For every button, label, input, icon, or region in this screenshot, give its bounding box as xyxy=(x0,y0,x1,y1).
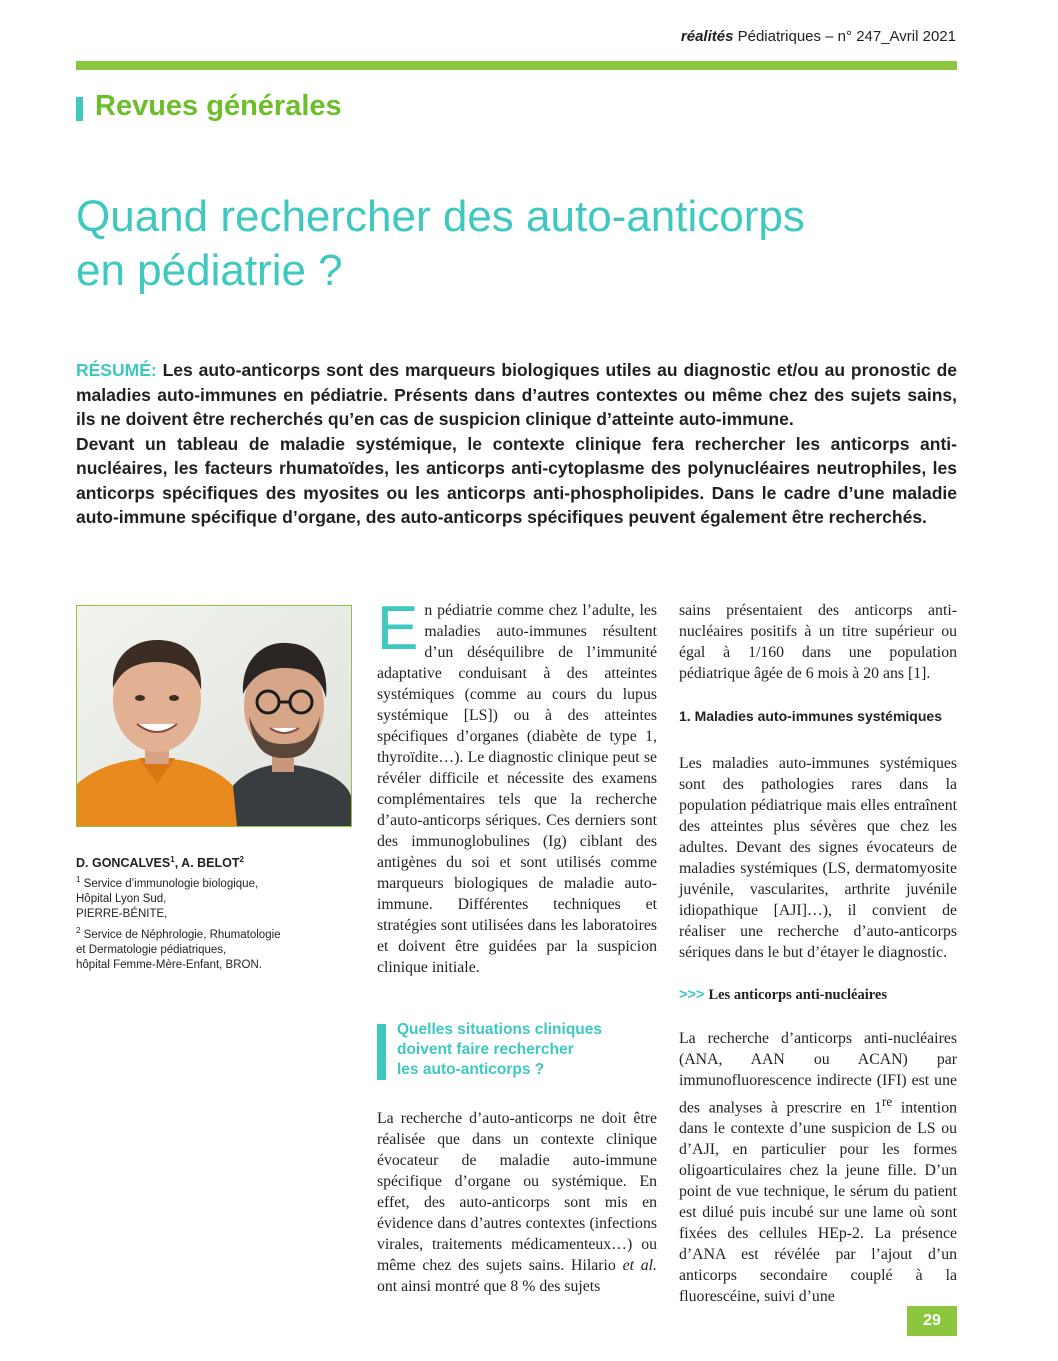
rubric-marker xyxy=(76,97,83,121)
authors-photo xyxy=(76,605,352,827)
section-heading-line-3: les auto-anticorps ? xyxy=(397,1061,545,1078)
subheading-ana xyxy=(679,985,957,1006)
abstract xyxy=(76,358,957,530)
section-heading-line-2: doivent faire rechercher xyxy=(397,1041,574,1058)
ana-text-b: intention dans le contexte d’une suspicion de LS ou d’AJI, en particulier pour les formes oligoarticulaires chez la jeune fille. D’un point de vue technique, le sérum du patient est dilué puis incubé sur une lame où sont fixées des cellules HEp-2. La présence d’ANA est révélée par l’ajout d’un anticorps secondaire couplé à la fluorescéine, suivi d’une xyxy=(679,1099,957,1306)
subheading-systemic: 1. Maladies auto-immunes systémiques xyxy=(679,708,942,724)
section-heading-text xyxy=(397,1020,657,1080)
author-separator: , xyxy=(174,856,182,871)
journal-brand: réalités xyxy=(680,28,734,45)
author-names xyxy=(76,852,351,872)
title-line-1: Quand rechercher des auto-anticorps xyxy=(76,192,805,241)
affiliation-1-line-3: PIERRE-BÉNITE, xyxy=(76,908,168,921)
drop-cap: E xyxy=(377,594,419,663)
body-column-1 xyxy=(377,594,657,1297)
section-paragraph xyxy=(377,1108,657,1297)
intro-text: n pédiatrie comme chez l’adulte, les maladies auto-immunes résultent d’un déséquilibre de l’immunité adaptative conduisant à des atteintes systémiques (comme au cours du lupus systémique [LS]) ou à des atteintes spécifiques d’organes (diabète de type 1, thyroïdite…). Le diagnostic clinique peut se révéler difficile et nécessite des examens complémentaires tels que la recherche d’auto-anticorps sériques. Ces derniers sont des immunoglobulines (Ig) ciblant des antigènes du soi et sont utilisés comme marqueurs biologiques de maladie auto-immune. Différentes techniques et stratégies sont utilisées dans les laboratoires et doivent être guidées par la suspicion clinique initiale. xyxy=(377,602,657,976)
author-2-sup: 2 xyxy=(239,855,244,864)
ana-text-a: La recherche d’anticorps anti-nucléaires (ANA, AAN ou ACAN) par immunofluorescence indirecte (IFI) est une des analyses à prescrire en 1 xyxy=(679,1030,957,1117)
header-rule xyxy=(76,61,957,70)
continued-paragraph: sains présentaient des anticorps anti-nucléaires positifs à un titre supérieur ou égal à 1/160 dans une population pédiatrique âgée de 6 mois à 20 ans [1]. xyxy=(679,602,957,682)
subheading-arrows: >>> xyxy=(679,987,709,1003)
authors-block xyxy=(76,852,351,974)
ana-paragraph xyxy=(679,1028,957,1307)
section-heading-marker xyxy=(377,1024,386,1080)
intro-paragraph xyxy=(377,594,657,978)
abstract-paragraph-1 xyxy=(76,358,957,432)
section-text-a: La recherche d’auto-anticorps ne doit être réalisée que dans un contexte clinique évocateur de maladie auto-immune spécifique d’organe ou systémique. En effet, des auto-anticorps sont mis en évidence dans d’autres contextes (infections virales, traitements médicamenteux…) ou même chez des sujets sains. Hilario xyxy=(377,1110,657,1274)
author-1-sup: 1 xyxy=(170,855,175,864)
affiliation-1-line-2: Hôpital Lyon Sud, xyxy=(76,892,167,905)
page-number: 29 xyxy=(907,1306,957,1336)
abstract-paragraph-2: Devant un tableau de maladie systémique, le contexte clinique fera rechercher les anticorps anti-nucléaires, les facteurs rhumatoïdes, les anticorps anti-cytoplasme des polynucléaires neutrophiles, les anticorps spécifiques des myosites ou les anticorps anti-phospholipides. Dans le cadre d’une maladie auto-immune spécifique d’organe, des auto-anticorps spécifiques peuvent également être recherchés. xyxy=(76,433,957,527)
author-1: D. GONCALVES xyxy=(76,856,171,871)
section-rubric: Revues générales xyxy=(95,90,342,122)
authors-photo-illustration xyxy=(77,606,351,826)
affiliation-1 xyxy=(76,872,351,892)
section-heading xyxy=(377,1020,657,1080)
section-heading-line-1: Quelles situations cliniques xyxy=(397,1021,602,1038)
affiliation-2-line-2: et Dermatologie pédiatriques, xyxy=(76,943,227,956)
affiliation-2-line-3: hôpital Femme-Mère-Enfant, BRON. xyxy=(76,959,262,972)
section-text-b: ont ainsi montré que 8 % des sujets xyxy=(377,1278,601,1295)
issue-header xyxy=(681,28,956,45)
body-column-2 xyxy=(679,600,957,1307)
affiliation-2-line-1: Service de Néphrologie, Rhumatologie xyxy=(80,928,281,941)
section-text-em: et al. xyxy=(622,1257,657,1274)
affiliation-1-line-1: Service d’immunologie biologique, xyxy=(80,877,259,890)
ana-text-sup: re xyxy=(881,1094,893,1109)
affiliation-2-sup: 2 xyxy=(76,925,81,935)
subheading-ana-text: Les anticorps anti-nucléaires xyxy=(708,987,887,1003)
affiliation-1-sup: 1 xyxy=(76,874,81,884)
abstract-text-1: Les auto-anticorps sont des marqueurs biologiques utiles au diagnostic et/ou au pronostic de maladies auto-immunes en pédiatrie. Présents dans d’autres contextes ou même chez des sujets sains, ils ne doivent être recherchés qu’en cas de suspicion clinique d’atteinte auto-immune. xyxy=(76,360,957,429)
affiliation-2 xyxy=(76,923,351,943)
title-line-2: en pédiatrie ? xyxy=(76,246,343,295)
abstract-label: RÉSUMÉ: xyxy=(76,360,157,380)
systemic-paragraph: Les maladies auto-immunes systémiques sont des pathologies rares dans la population pédiatrique mais elles entraînent des atteintes plus sévères que chez les adultes. Devant des signes évocateurs de maladies systémiques (LS, dermatomyosite juvénile, vascularites, arthrite juvénile idiopathique [AJI]…), il convient de réaliser une recherche d’auto-anticorps sériques dans le but d’étayer le diagnostic. xyxy=(679,755,957,961)
journal-issue: Pédiatriques – n° 247_Avril 2021 xyxy=(733,28,956,45)
article-title xyxy=(76,190,956,298)
author-2: A. BELOT xyxy=(181,856,240,871)
